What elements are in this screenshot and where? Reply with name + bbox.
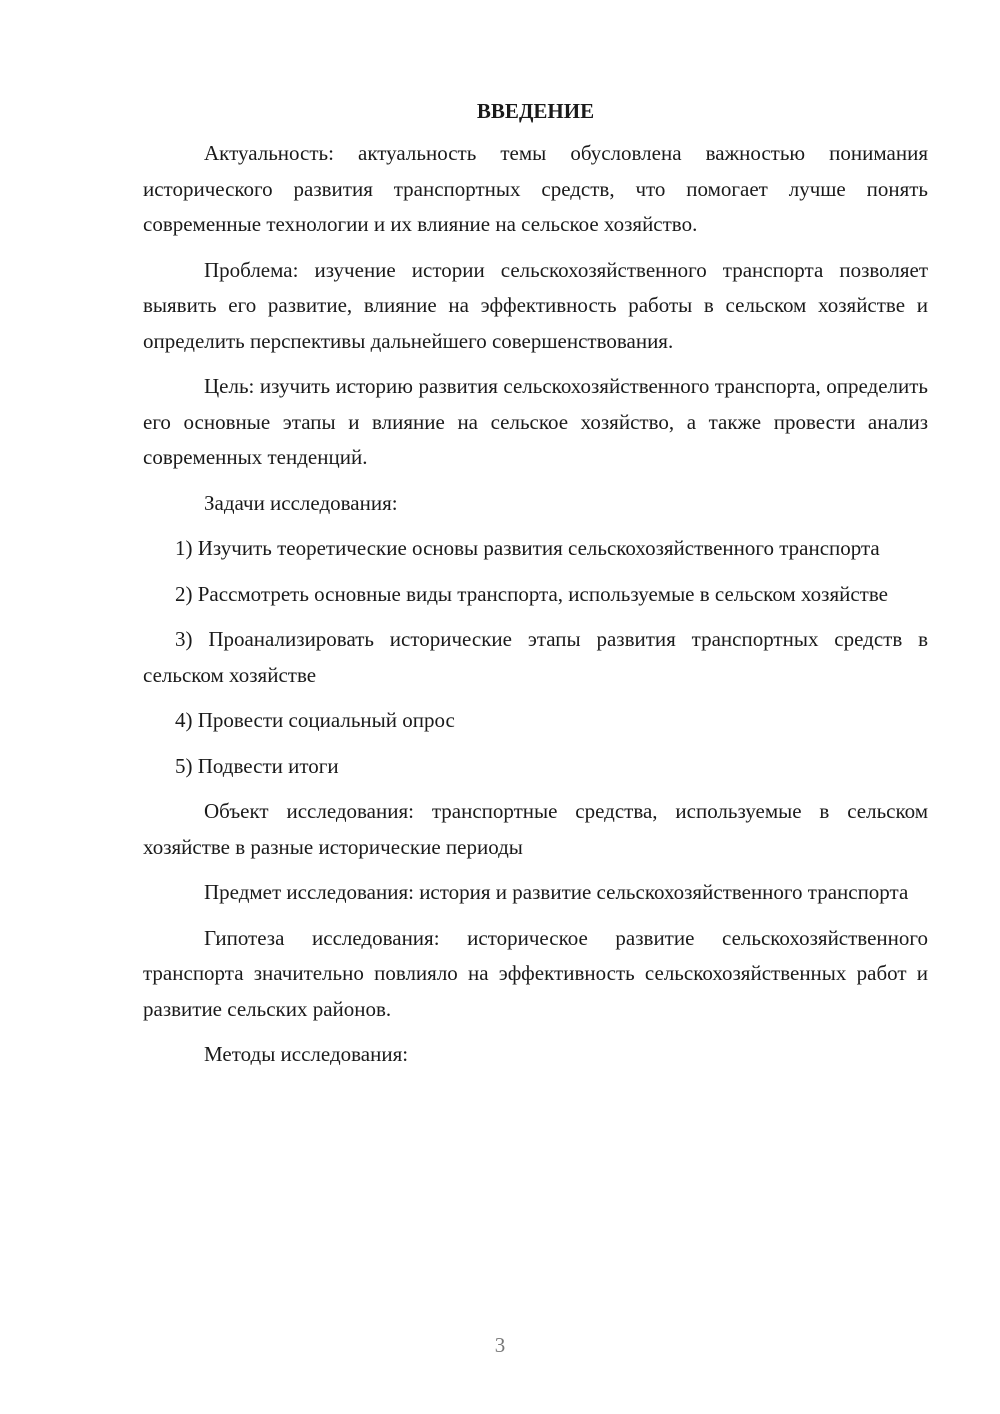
list-item-task-3: 3) Проанализировать исторические этапы развития транспортных средств в сельском хозяйстве xyxy=(143,627,928,687)
paragraph-hypothesis: Гипотеза исследования: историческое развитие сельскохозяйственного транспорта значительно повлияло на эффективность сельскохозяйственных работ и развитие сельских районов. xyxy=(143,925,928,1021)
paragraph-tasks-intro: Задачи исследования: xyxy=(204,490,398,515)
page-content xyxy=(143,96,928,1083)
paragraph-methods: Методы исследования: xyxy=(204,1042,409,1066)
list-item-task-5: 5) Подвести итоги xyxy=(175,753,339,778)
paragraph-goal: Цель: изучить историю развития сельскохозяйственного транспорта, определить его основные этапы и влияние на сельское хозяйство, а также провести анализ современных тенденций. xyxy=(143,374,928,469)
list-item-task-4: 4) Провести социальный опрос xyxy=(175,708,455,732)
paragraph-relevance: Актуальность: актуальность темы обусловлена важностью понимания исторического развития транспортных средств, что помогает лучше понять современные технологии и их влияние на сельское хозяйство. xyxy=(143,141,928,236)
list-item-task-1: 1) Изучить теоретические основы развития сельскохозяйственного транспорта xyxy=(175,536,880,560)
paragraph-subject: Предмет исследования: история и развитие сельскохозяйственного транспорта xyxy=(204,880,909,904)
page-number: 3 xyxy=(494,1333,506,1357)
list-item-task-2: 2) Рассмотреть основные виды транспорта, используемые в сельском хозяйстве xyxy=(175,581,888,606)
page-heading: ВВЕДЕНИЕ xyxy=(476,99,595,123)
paragraph-problem: Проблема: изучение истории сельскохозяйственного транспорта позволяет выявить его развитие, влияние на эффективность работы в сельском хозяйстве и определить перспективы дальнейшего совершенствования. xyxy=(143,257,928,353)
paragraph-object: Объект исследования: транспортные средства, используемые в сельском хозяйстве в разные исторические периоды xyxy=(143,799,928,859)
